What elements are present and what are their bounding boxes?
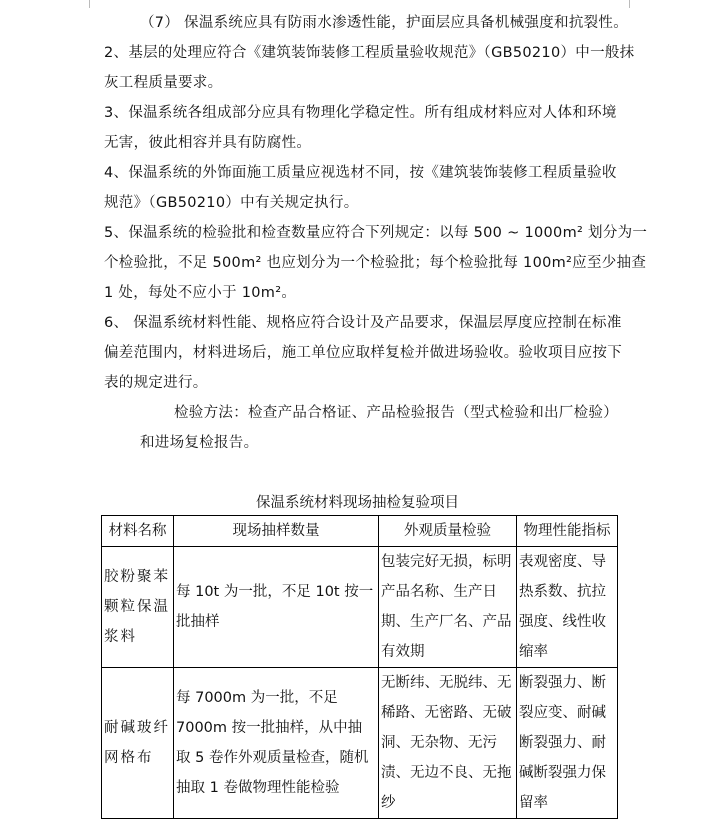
paragraph-line: 3、保温系统各组成部分应具有物理化学稳定性。所有组成材料应对人体和环境 (104, 105, 617, 121)
paragraph-line: 5、保温系统的检验批和检查数量应符合下列规定：以每 500 ~ 1000m² 划分为一 (104, 225, 648, 241)
material-sampling-table (101, 515, 618, 819)
cell-appearance-inspection: 无断纬、无脱纬、无稀路、无密路、无破洞、无杂物、无污渍、无边不良、无拖纱 (379, 668, 517, 819)
header-material-name: 材料名称 (102, 516, 174, 547)
paragraph-line: （7） 保温系统应具有防雨水渗透性能，护面层应具备机械强度和抗裂性。 (140, 15, 629, 31)
paragraph-line: 4、保温系统的外饰面施工质量应视选材不同，按《建筑装饰装修工程质量验收 (104, 165, 617, 181)
paragraph-line: 1 处，每处不应小于 10m²。 (104, 285, 297, 301)
cell-sampling-quantity: 每 7000m 为一批，不足 7000m 按一批抽样，从中抽取 5 卷作外观质量检查，随机抽取 1 卷做物理性能检验 (174, 668, 379, 819)
header-physical-properties: 物理性能指标 (517, 516, 618, 547)
header-sampling-quantity: 现场抽样数量 (174, 516, 379, 547)
paragraph-line: 灰工程质量要求。 (104, 75, 223, 91)
page-corner-mark-left (89, 0, 90, 8)
cell-material-name: 胶粉聚苯颗粒保温浆料 (102, 547, 174, 668)
paragraph-line: 检验方法：检查产品合格证、产品检验报告（型式检验和出厂检验） (174, 405, 618, 421)
cell-material-name: 耐碱玻纤网格布 (102, 668, 174, 819)
paragraph-line: 偏差范围内，材料进场后，施工单位应取样复检并做进场验收。验收项目应按下 (104, 345, 622, 361)
cell-physical-properties: 表观密度、导热系数、抗拉强度、线性收缩率 (517, 547, 618, 668)
cell-appearance-inspection: 包装完好无损，标明产品名称、生产日期、生产厂名、产品有效期 (379, 547, 517, 668)
paragraph-line: 表的规定进行。 (104, 375, 208, 391)
paragraph-line: 规范》（GB50210）中有关规定执行。 (104, 195, 359, 211)
paragraph-line: 6、 保温系统材料性能、规格应符合设计及产品要求，保温层厚度应控制在标准 (104, 315, 622, 331)
page-corner-mark-right (629, 0, 630, 8)
cell-sampling-quantity: 每 10t 为一批，不足 10t 按一批抽样 (174, 547, 379, 668)
table-header-row (102, 516, 618, 547)
table-caption: 保温系统材料现场抽检复验项目 (256, 495, 459, 511)
header-appearance-inspection: 外观质量检验 (379, 516, 517, 547)
table-row (102, 547, 618, 668)
cell-physical-properties: 断裂强力、断裂应变、耐碱断裂强力、耐碱断裂强力保留率 (517, 668, 618, 819)
paragraph-line: 个检验批，不足 500m² 也应划分为一个检验批；每个检验批每 100m²应至少抽查 (104, 255, 647, 271)
paragraph-line: 无害，彼此相容并具有防腐性。 (104, 135, 312, 151)
table-row (102, 668, 618, 819)
paragraph-line: 和进场复检报告。 (140, 435, 259, 451)
paragraph-line: 2、基层的处理应符合《建筑装饰装修工程质量验收规范》（GB50210）中一般抹 (104, 45, 635, 61)
